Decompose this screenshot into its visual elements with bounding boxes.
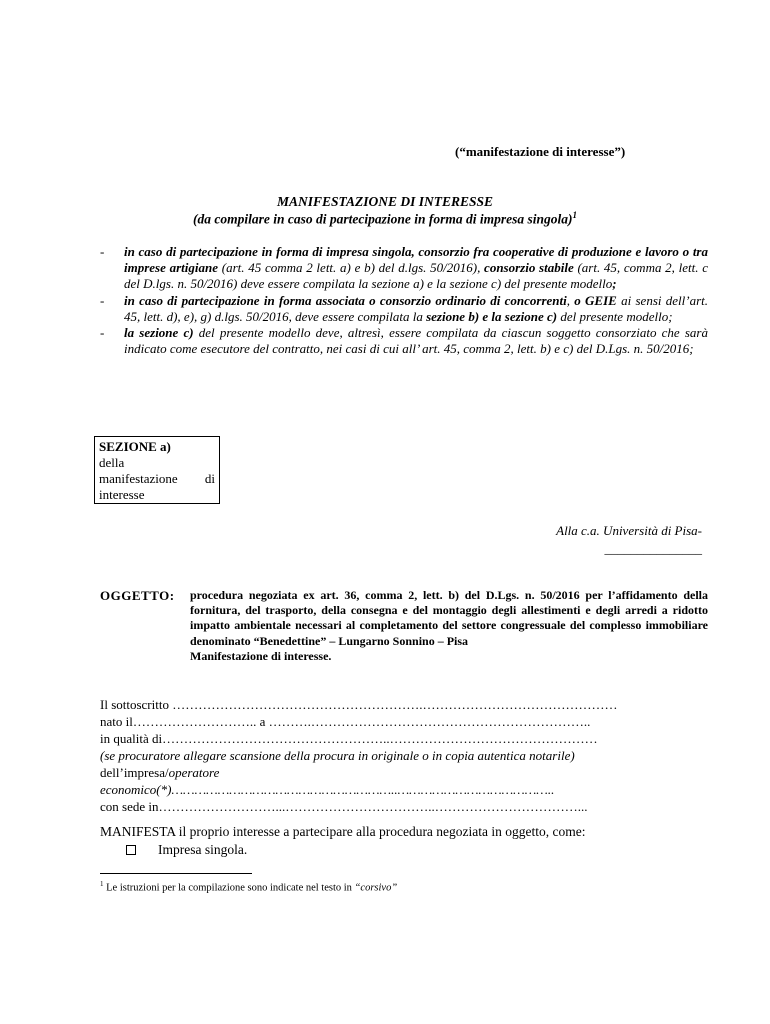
section-line: della: [99, 455, 125, 470]
form-line-nato[interactable]: nato il……………………….. a ……….………………………………………………………..: [100, 714, 591, 729]
instruction-text: in caso di partecipazione in forma associata o consorzio ordinario di concorrenti, o GEIE ai sensi dell’art. 45, lett. d), e), g) d.lgs. 50/2016, deve essere compilata la sezione b) e la sezione c) del presente modello;: [124, 292, 708, 324]
form-line-sottoscritto[interactable]: Il sottoscritto ………………………………………………….………………………………………: [100, 697, 618, 712]
form-note: (se procuratore allegare scansione della procura in originale o in copia autentica notarile): [100, 748, 575, 763]
instruction-text: la sezione c) del presente modello deve, altresì, essere compilata da ciascun soggetto consorziato che sarà indicato come esecutore del contratto, nei casi di cui all’ art. 45, comma 2, lett. b) e c) del D.Lgs. n. 50/2016;: [124, 325, 708, 357]
document-tag: (“manifestazione di interesse”): [455, 144, 626, 159]
checkbox[interactable]: [126, 845, 136, 855]
section-line: interesse: [99, 487, 145, 502]
form-line-qualita[interactable]: in qualità di……………………………………………..…………………………………………: [100, 731, 598, 746]
section-a-box: [94, 436, 220, 504]
bullet-dash: -: [100, 292, 105, 308]
oggetto-subtitle: Manifestazione di interesse.: [190, 648, 332, 663]
footnote-divider: [100, 873, 252, 874]
document-title: MANIFESTAZIONE DI INTERESSE: [276, 194, 494, 209]
instruction-item: [100, 244, 708, 293]
document-subtitle: [0, 210, 770, 228]
oggetto-description: procedura negoziata ex art. 36, comma 2, lett. b) del D.Lgs. n. 50/2016 per l’affidamento della fornitura, del trasporto, della consegna e del montaggio degli allestimenti e degli arredi a ridotto impatto ambientale necessari al completamento del settore congressuale del complesso immobiliare denominato “Benedettine” – Lungarno Sonnino – Pisa: [190, 588, 708, 648]
recipient-address: [556, 522, 702, 558]
oggetto-label: OGGETTO:: [100, 588, 175, 603]
manifesta-statement: MANIFESTA il proprio interesse a partecipare alla procedura negoziata in oggetto, come:: [100, 824, 586, 839]
recipient-underline: _______________: [604, 541, 702, 556]
instruction-item: [100, 325, 708, 357]
section-line: manifestazione di: [99, 471, 215, 486]
form-line-sede[interactable]: con sede in………………………...……………………………..……………………………...: [100, 799, 588, 814]
footnote: $^1$ Le istruzioni per la compilazione sono indicate nel testo in “corsivo”: [100, 880, 398, 894]
option-impresa-singola[interactable]: [126, 842, 247, 858]
bullet-dash: -: [100, 244, 105, 259]
form-line-economico[interactable]: economico(*)…………………………………………………..…………………………………..: [100, 782, 555, 797]
instruction-item: [100, 293, 708, 325]
form-line-impresa: dell’impresa/operatore: [100, 765, 220, 780]
recipient-line: Alla c.a. Università di Pisa-: [556, 523, 702, 538]
declarant-form: [100, 696, 710, 815]
footnote-ref: 1: [572, 210, 577, 220]
subtitle-text: (da compilare in caso di partecipazione in forma di impresa singola): [192, 211, 573, 227]
instruction-text: in caso di partecipazione in forma di impresa singola, consorzio fra cooperative di produzione e lavoro o tra imprese artigiane (art. 45 comma 2 lett. a) e b) del d.lgs. 50/2016), consorzio stabile (art. 45, comma 2, lett. c del D.lgs. n. 50/2016) deve essere compilata la sezione a) e la sezione c) del presente modello;: [124, 244, 709, 292]
option-label: Impresa singola.: [158, 842, 248, 857]
section-heading: SEZIONE a): [99, 439, 171, 454]
bullet-dash: -: [100, 325, 105, 341]
oggetto-text: [190, 588, 708, 664]
instruction-list: [100, 244, 708, 357]
